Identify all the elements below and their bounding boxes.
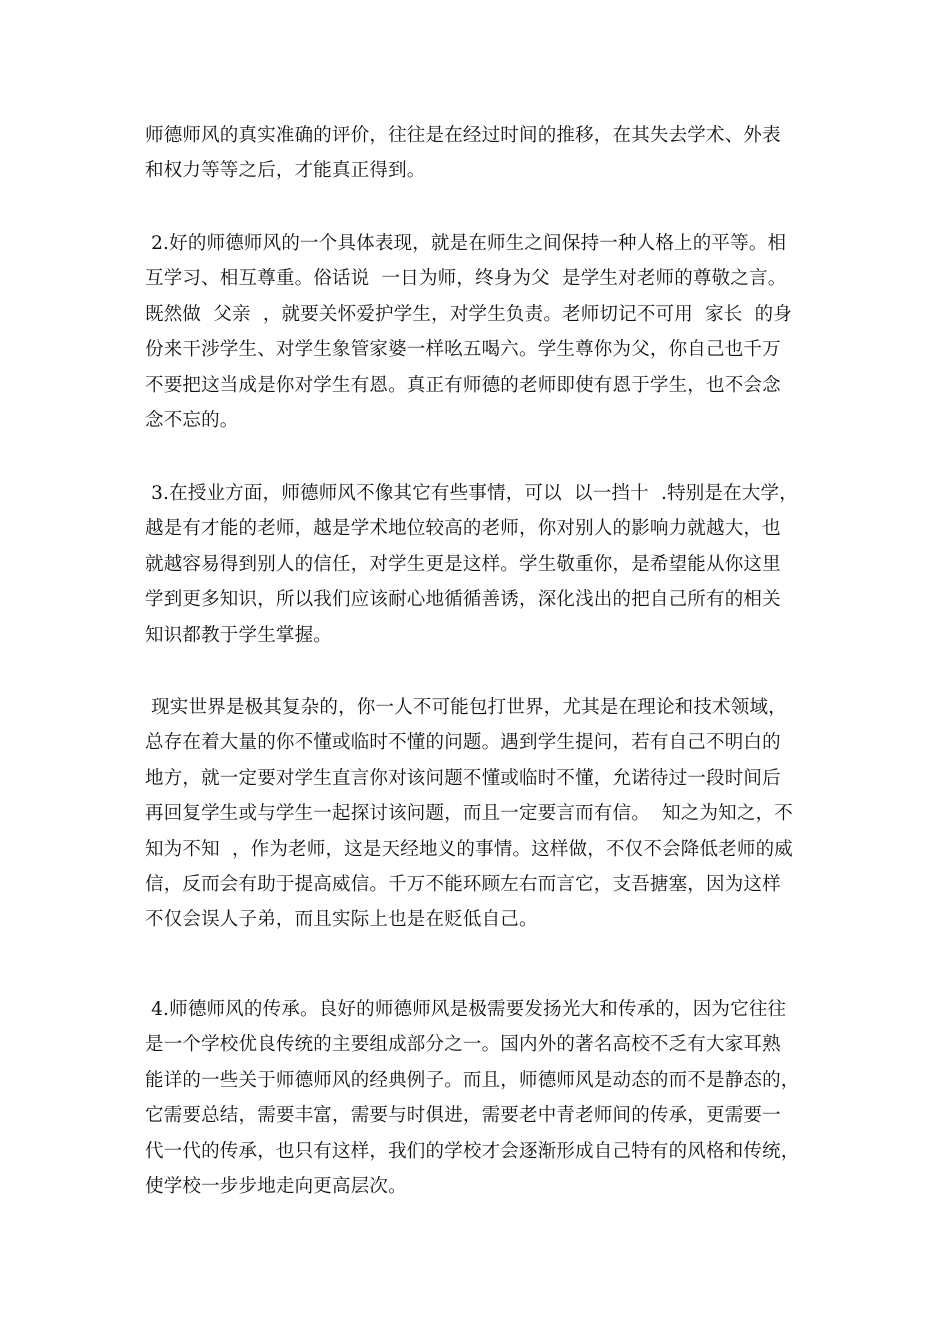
text-line: 就越容易得到别人的信任，对学生更是这样。学生敬重你，是希望能从你这里	[145, 553, 781, 575]
text-line: 互学习、相互尊重。俗话说 一日为师，终身为父 是学生对老师的尊敬之言。	[145, 268, 787, 290]
text-line: 知识都教于学生掌握。	[145, 624, 333, 646]
text-line: 念不忘的。	[145, 409, 239, 431]
paragraph-3	[145, 476, 810, 653]
text-line: 师德师风的真实准确的评价，往往是在经过时间的推移，在其失去学术、外表	[145, 125, 781, 146]
text-line: 2.好的师德师风的一个具体表现，就是在师生之间保持一种人格上的平等。相	[145, 233, 787, 254]
text-line: 总存在着大量的你不懂或临时不懂的问题。遇到学生提问，若有自己不明白的	[145, 732, 781, 754]
text-line: 能详的一些关于师德师风的经典例子。而且，师德师风是动态的而不是静态的，	[145, 1069, 800, 1091]
text-line: 既然做 父亲 ，就要关怀爱护学生，对学生负责。老师切记不可用 家长 的身	[145, 303, 793, 325]
text-line: 越是有才能的老师，越是学术地位较高的老师，你对别人的影响力就越大，也	[145, 518, 781, 540]
paragraph-intro	[145, 118, 810, 189]
text-line: 和权力等等之后，才能真正得到。	[145, 160, 426, 182]
text-line: 4.师德师风的传承。良好的师德师风是极需要发扬光大和传承的，因为它往往	[145, 999, 787, 1020]
text-line: 再回复学生或与学生一起探讨该问题，而且一定要言而有信。 知之为知之，不	[145, 803, 793, 825]
text-line: 3.在授业方面，师德师风不像其它有些事情，可以 以一挡十 .特别是在大学，	[145, 483, 798, 504]
text-line: 学到更多知识，所以我们应该耐心地循循善诱，深化浅出的把自己所有的相关	[145, 589, 781, 611]
text-line: 使学校一步步地走向更高层次。	[145, 1175, 407, 1197]
text-line: 信，反而会有助于提高威信。千万不能环顾左右而言它，支吾搪塞，因为这样	[145, 873, 781, 895]
text-line: 份来干涉学生、对学生象管家婆一样吆五喝六。学生尊你为父，你自己也千万	[145, 339, 781, 361]
text-line: 不仅会误人子弟，而且实际上也是在贬低自己。	[145, 909, 538, 931]
paragraph-4	[145, 992, 810, 1204]
text-line: 代一代的传承，也只有这样，我们的学校才会逐渐形成自己特有的风格和传统，	[145, 1140, 800, 1162]
text-line: 地方，就一定要对学生直言你对该问题不懂或临时不懂，允诺待过一段时间后	[145, 767, 781, 789]
paragraph-2	[145, 226, 810, 438]
text-line: 是一个学校优良传统的主要组成部分之一。国内外的著名高校不乏有大家耳熟	[145, 1034, 781, 1056]
text-line: 不要把这当成是你对学生有恩。真正有师德的老师即使有恩于学生，也不会念	[145, 374, 781, 396]
text-line: 它需要总结，需要丰富，需要与时俱进，需要老中青老师间的传承，更需要一	[145, 1105, 781, 1127]
text-line: 知为不知 ，作为老师，这是天经地义的事情。这样做，不仅不会降低老师的威	[145, 838, 793, 860]
paragraph-reality	[145, 690, 810, 938]
text-line: 现实世界是极其复杂的，你一人不可能包打世界，尤其是在理论和技术领域，	[145, 697, 787, 718]
